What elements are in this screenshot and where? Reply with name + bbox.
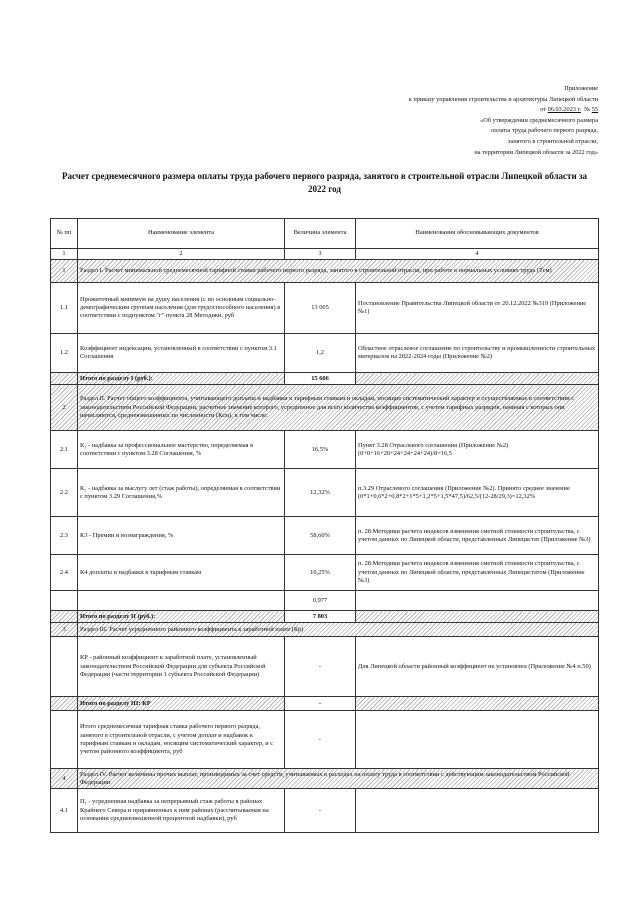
total-value: 15 606 — [285, 373, 356, 385]
order-number: 55 — [591, 106, 598, 114]
appendix-subject-line: оплаты труда рабочего первого разряда, — [491, 127, 598, 135]
row-number: 1.2 — [51, 334, 78, 373]
justification-doc: п. 28 Методики расчета индексов изменения сметной стоимости строительства, с учетом данных по Липецкой области, представленных Липецкстатом (Приложение №3) — [356, 555, 599, 591]
element-value: 1,2 — [285, 334, 356, 373]
appendix-block — [298, 84, 598, 158]
table-row — [51, 789, 599, 833]
element-name: КР - районный коэффициент к заработной плате, установленный законодательством Российской Федерации для субъекта Российской Федерации (части территории 1 субъекта Российской Федерации) — [78, 637, 285, 697]
total-doc — [356, 611, 599, 623]
header-cell: № пп — [51, 219, 78, 249]
appendix-date-line — [298, 105, 598, 116]
section-title: Раздел I. Расчет минимальной среднемесячной тарифной ставки рабочего первого разряда, занятого в строительной отрасли, при работе в нормальных условиях труда (Тсм) — [78, 260, 599, 283]
justification-doc: п. 28 Методики расчета индексов изменения сметной стоимости строительства, с учетом данных по Липецкой области, представленных Липецкстат (Приложение №3) — [356, 517, 599, 555]
element-value: 58,60% — [285, 517, 356, 555]
justification-doc — [356, 591, 599, 611]
order-date: 06.03.2023 г. — [547, 106, 581, 114]
table-row — [51, 469, 599, 517]
justification-doc: Постановление Правительства Липецкой области от 20.12.2022 №319 (Приложение №1) — [356, 283, 599, 334]
section-row — [51, 769, 599, 789]
row-number: 4.1 — [51, 789, 78, 833]
section-row — [51, 385, 599, 431]
col-number: 1 — [51, 249, 78, 260]
row-number — [51, 373, 78, 385]
element-value: 10,25% — [285, 555, 356, 591]
total-row — [51, 611, 599, 623]
appendix-title: Приложение — [564, 85, 598, 92]
section-title: Раздел IV. Расчет величины прочих выплат, производимых за счет средств, учитываемых в расходах на оплату труда в соответствии с действующим законодательством Российской Федерации — [78, 769, 599, 789]
justification-doc: Пункт 3.28 Отраслевого соглашения (Приложение №2) (0+0+16+20+24+24+24+24)/8=16,5 — [356, 431, 599, 469]
element-value: - — [285, 711, 356, 769]
row-number: 1.1 — [51, 283, 78, 334]
date-prefix: от — [540, 106, 548, 114]
element-name: П₁ - усредненная надбавка за непрерывный стаж работы в районах Крайнего Севера и приравненных к ним районах (рассчитываемая на основании средневзвешенной процентной надбавки), руб — [78, 789, 285, 833]
appendix-subject-line: занятого в строительной отрасли, — [507, 137, 598, 145]
row-number — [51, 711, 78, 769]
section-title: Раздел II. Расчет общего коэффициента, учитывающего доплаты и надбавки к тарифным ставкам и окладам, носящие систематический характер и осуществляемые в соответствии с законодательством Российской Федерации, расчетное значение которого, усредненное для всего количества коэффициентов, с учетом тарифных разрядов, начиная с которых они начисляются, средневзвешенных по численности (Ксм), в том числе: — [78, 385, 599, 431]
row-number: 2.2 — [51, 469, 78, 517]
col-number: 4 — [356, 249, 599, 260]
header-cell: Наименование элемента — [78, 219, 285, 249]
row-number — [51, 697, 78, 711]
table-header-row — [51, 219, 599, 249]
total-doc — [356, 373, 599, 385]
row-number: 4 — [51, 769, 78, 789]
row-number: 3 — [51, 623, 78, 637]
element-value: 16,5% — [285, 431, 356, 469]
table-row — [51, 283, 599, 334]
element-name: К4 доплаты и надбавки к тарифным ставкам — [78, 555, 285, 591]
row-number: 2.4 — [51, 555, 78, 591]
section-title: Раздел III. Расчет усредненного районного коэффициента к заработной плате (Кр) — [78, 623, 599, 637]
header-cell: Наименования обосновывающих документов — [356, 219, 599, 249]
element-name: К₂ - надбавка за выслугу лет (стаж работы), определяемая в соответствии с пунктом 3.29 Соглашения,% — [78, 469, 285, 517]
section-row — [51, 623, 599, 637]
justification-doc: Для Липецкой области районный коэффициент не установлен (Приложение №4 п.50) — [356, 637, 599, 697]
table-row — [51, 637, 599, 697]
num-prefix: № — [584, 106, 592, 114]
row-number: 2.3 — [51, 517, 78, 555]
appendix-order: к приказу управления строительства и архитектуры Липецкой области — [408, 95, 598, 103]
element-name: Прожиточный минимум на душу населения (с по основным социально-демографическим группам населения (для трудоспособного населения) в соответствии с подпунктом "г" пункта 28 Методики, руб — [78, 283, 285, 334]
element-name: К3 - Премии и вознаграждения, % — [78, 517, 285, 555]
calculation-table — [50, 218, 599, 833]
section-row — [51, 260, 599, 283]
document-title: Расчет среднемесячного размера оплаты труда рабочего первого разряда, занятого в строительной отрасли Липецкой области за 2022 год — [61, 171, 588, 194]
row-number: 2.1 — [51, 431, 78, 469]
justification-doc — [356, 789, 599, 833]
table-row — [51, 591, 599, 611]
element-value: 0,977 — [285, 591, 356, 611]
header-cell: Величина элемента — [285, 219, 356, 249]
element-value: - — [285, 637, 356, 697]
total-label: Итого по разделу I (руб.): — [78, 373, 285, 385]
total-label: Итого по разделу III: КР — [78, 697, 285, 711]
justification-doc — [356, 711, 599, 769]
table-row — [51, 517, 599, 555]
total-label: Итого по разделу II (руб.): — [78, 611, 285, 623]
row-number — [51, 637, 78, 697]
row-number: 1 — [51, 260, 78, 283]
total-doc — [356, 697, 599, 711]
col-number: 3 — [285, 249, 356, 260]
total-row — [51, 373, 599, 385]
table-row — [51, 711, 599, 769]
element-name: К₁ - надбавка за профессиональное мастерство, определяемая в соответствии с пунктом 3.28 Соглашения, % — [78, 431, 285, 469]
element-name: Итого среднемесячная тарифная ставка рабочего первого разряда, занятого в строительной отрасли, с учетом доплат и надбавок к тарифным ставкам и окладам, носящим систематический характер, и с учетом районного коэффициента, руб — [78, 711, 285, 769]
element-value: 12,32% — [285, 469, 356, 517]
column-number-row — [51, 249, 599, 260]
col-number: 2 — [78, 249, 285, 260]
justification-doc: Областное отраслевое соглашение по строительству и промышленности строительных материалов на 2022-2024 годы (Приложение №2) — [356, 334, 599, 373]
element-name — [78, 591, 285, 611]
total-value: 7 803 — [285, 611, 356, 623]
row-number — [51, 611, 78, 623]
element-name: Коэффициент индексации, установленный в соответствии с пунктом 3.1 Соглашения — [78, 334, 285, 373]
table-row — [51, 431, 599, 469]
justification-doc: п.3.29 Отраслевого соглашения (Приложение №2). Принято среднее значение (0*1+0,6*2+0,8*2+1*5+1,2*5+1,5*47,5)/62,5/(12-28/29,3)=12,32% — [356, 469, 599, 517]
row-number — [51, 591, 78, 611]
appendix-subject-line: «Об утверждении среднемесячного размера — [480, 116, 598, 124]
total-value: - — [285, 697, 356, 711]
element-value: - — [285, 789, 356, 833]
element-value: 13 005 — [285, 283, 356, 334]
appendix-subject-line: на территории Липецкой области за 2022 год» — [474, 148, 598, 156]
table-row — [51, 555, 599, 591]
row-number: 2 — [51, 385, 78, 431]
total-row — [51, 697, 599, 711]
table-row — [51, 334, 599, 373]
